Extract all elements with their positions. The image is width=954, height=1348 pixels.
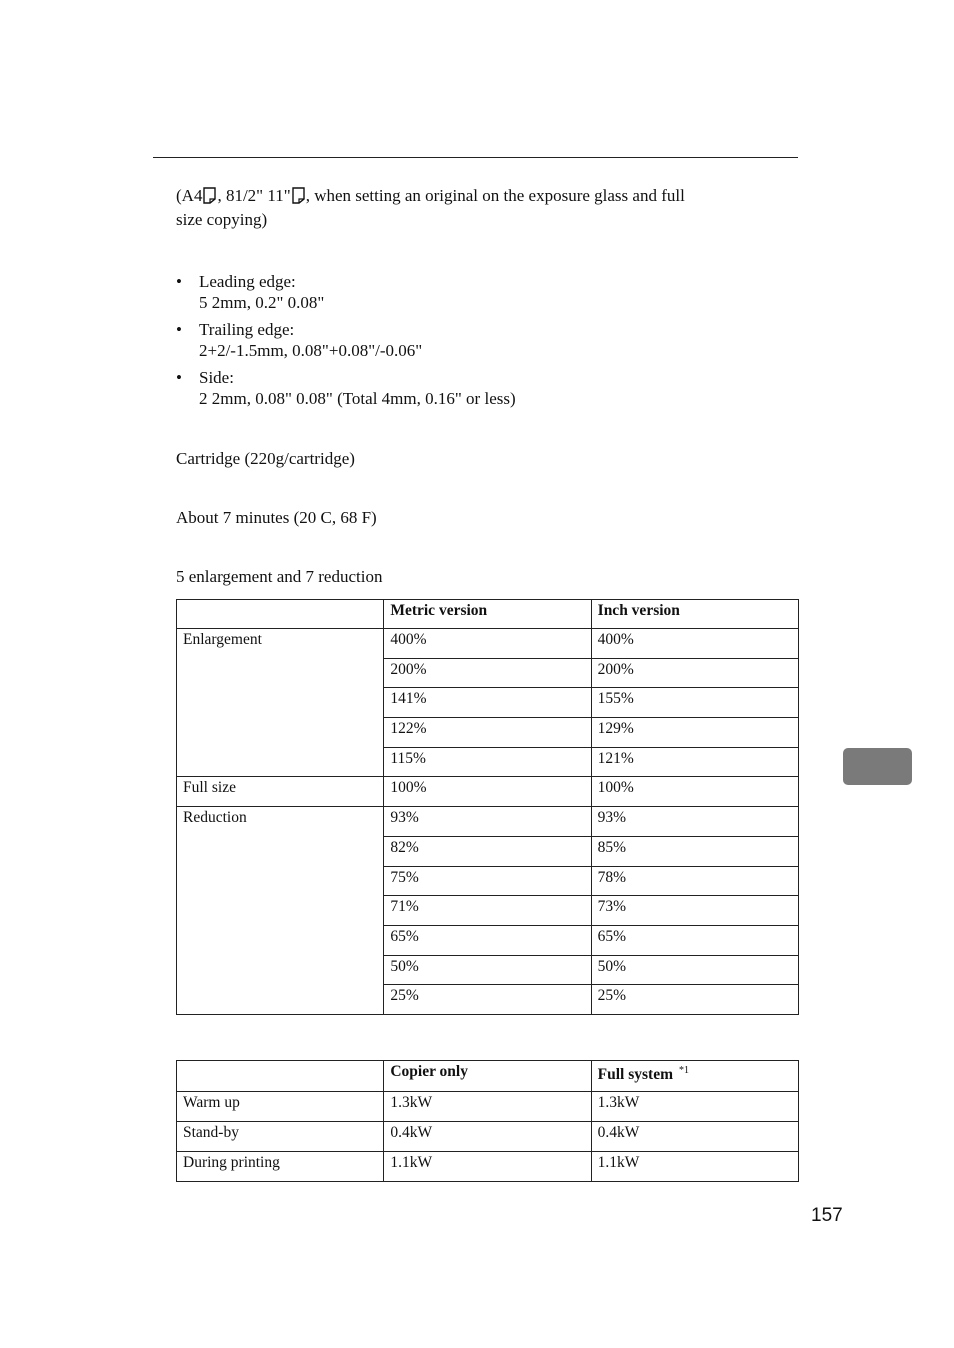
table-cell: 1.1kW: [591, 1152, 798, 1182]
table-header: Inch version: [591, 600, 798, 629]
intro-prefix: (A4: [176, 186, 203, 205]
table-cell: 85%: [591, 836, 798, 866]
table-cell: 121%: [591, 747, 798, 777]
table-cell: Stand-by: [177, 1122, 384, 1152]
bullet-icon: •: [176, 368, 182, 387]
table-cell: 122%: [384, 718, 591, 748]
table-row: [177, 777, 799, 807]
table-cell: 155%: [591, 688, 798, 718]
table-cell: Warm up: [177, 1092, 384, 1122]
table-cell: 129%: [591, 718, 798, 748]
table-row: [177, 1122, 799, 1152]
intro-suffix: , when setting an original on the exposure glass and full: [305, 186, 685, 205]
margin-label: Leading edge:: [199, 272, 296, 291]
portrait-orientation-icon: [203, 187, 216, 209]
table-header: [591, 1061, 798, 1092]
group-label: Reduction: [177, 807, 384, 1015]
table-cell: 73%: [591, 896, 798, 926]
bullet-icon: •: [176, 272, 182, 291]
warmup-time-text: About 7 minutes (20 C, 68 F): [176, 508, 377, 527]
full-system-header: Full system: [597, 1066, 673, 1083]
table-cell: 93%: [384, 807, 591, 837]
table-cell: 1.3kW: [591, 1092, 798, 1122]
intro-mid: , 81/2" 11": [217, 186, 291, 205]
table-cell: 65%: [591, 925, 798, 955]
chapter-tab-marker: [843, 748, 912, 785]
paper-size-paragraph: [176, 185, 801, 230]
group-label: Full size: [177, 777, 384, 807]
table-cell: 1.3kW: [384, 1092, 591, 1122]
list-item: [176, 320, 516, 361]
table-cell: 0.4kW: [384, 1122, 591, 1152]
list-item: [176, 272, 516, 313]
table-cell: 50%: [591, 955, 798, 985]
table-header-row: [177, 1061, 799, 1092]
table-cell: 25%: [384, 985, 591, 1015]
footnote-mark: *1: [679, 1065, 689, 1076]
ratios-intro-text: 5 enlargement and 7 reduction: [176, 567, 383, 586]
table-cell: 93%: [591, 807, 798, 837]
header-rule: [153, 157, 798, 158]
table-cell: 78%: [591, 866, 798, 896]
table-row: [177, 807, 799, 837]
table-header: [177, 600, 384, 629]
reproduction-ratio-table: [176, 599, 799, 1015]
table-header: Copier only: [384, 1061, 591, 1092]
table-cell: 50%: [384, 955, 591, 985]
table-cell: 141%: [384, 688, 591, 718]
table-cell: 200%: [384, 658, 591, 688]
table-cell: 75%: [384, 866, 591, 896]
table-header: [177, 1061, 384, 1092]
table-cell: 1.1kW: [384, 1152, 591, 1182]
table-cell: During printing: [177, 1152, 384, 1182]
group-label: Enlargement: [177, 629, 384, 777]
table-cell: 200%: [591, 658, 798, 688]
margin-list: [176, 272, 516, 416]
list-item: [176, 368, 516, 409]
table-cell: 65%: [384, 925, 591, 955]
table-cell: 400%: [384, 629, 591, 659]
margin-value: 5 2mm, 0.2" 0.08": [199, 292, 325, 312]
margin-value: 2+2/-1.5mm, 0.08"+0.08"/-0.06": [199, 340, 423, 360]
paper-size-line-2: size copying): [176, 210, 268, 229]
page-number: 157: [811, 1205, 843, 1226]
table-row: [177, 629, 799, 659]
table-row: [177, 1152, 799, 1182]
table-cell: 100%: [384, 777, 591, 807]
table-row: [177, 1092, 799, 1122]
table-cell: 71%: [384, 896, 591, 926]
table-cell: 25%: [591, 985, 798, 1015]
margin-value: 2 2mm, 0.08" 0.08" (Total 4mm, 0.16" or less): [199, 388, 516, 408]
table-cell: 115%: [384, 747, 591, 777]
portrait-orientation-icon: [292, 187, 305, 209]
paper-size-line-1: [176, 185, 801, 209]
table-cell: 100%: [591, 777, 798, 807]
toner-text: Cartridge (220g/cartridge): [176, 449, 355, 468]
bullet-icon: •: [176, 320, 182, 339]
table-header: Metric version: [384, 600, 591, 629]
table-header-row: [177, 600, 799, 629]
table-cell: 82%: [384, 836, 591, 866]
margin-label: Side:: [199, 368, 234, 387]
table-cell: 400%: [591, 629, 798, 659]
table-cell: 0.4kW: [591, 1122, 798, 1152]
power-consumption-table: [176, 1060, 799, 1182]
margin-label: Trailing edge:: [199, 320, 295, 339]
